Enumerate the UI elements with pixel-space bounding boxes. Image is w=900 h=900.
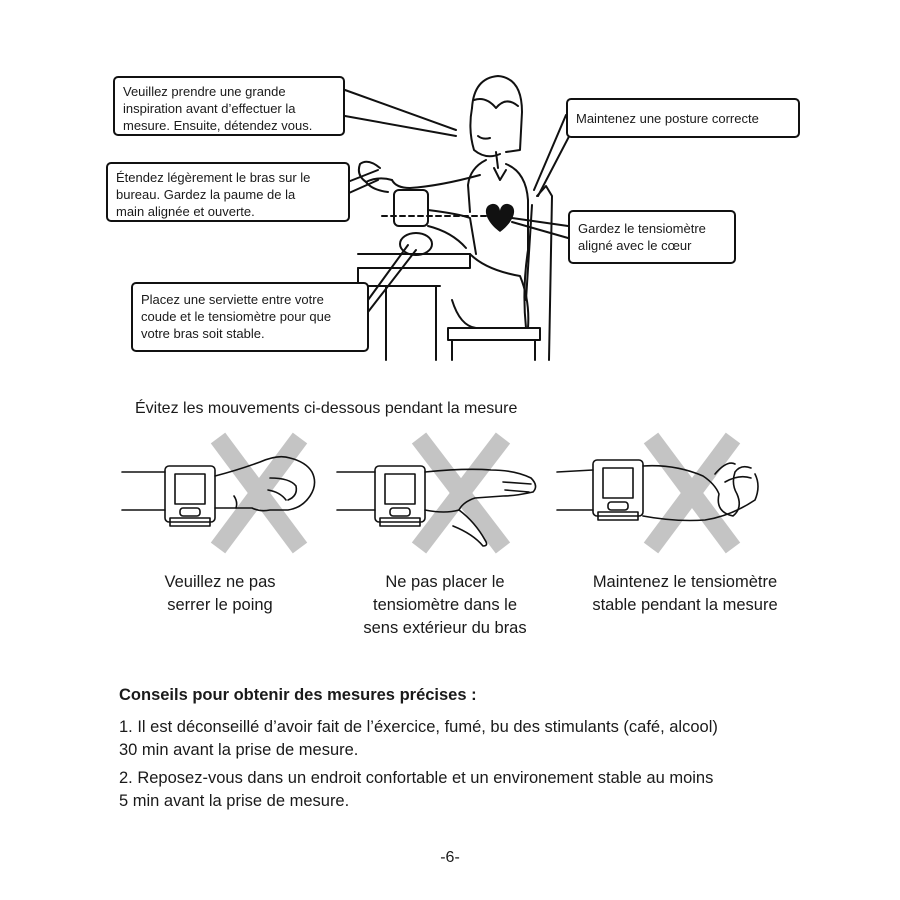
tip-1-line-2: 30 min avant la prise de mesure. bbox=[119, 741, 359, 759]
arm-line-2: bureau. Gardez la paume de la bbox=[116, 187, 296, 202]
avoid-caption-3-line-1: Maintenez le tensiomètre bbox=[592, 573, 778, 591]
avoid-caption-1 bbox=[140, 571, 300, 617]
towel-callout bbox=[131, 282, 369, 352]
towel-line-3: votre bras soit stable. bbox=[141, 326, 265, 341]
avoid-caption-3-line-2: stable pendant la mesure bbox=[592, 596, 778, 614]
avoid-caption-1-line-1: Veuillez ne pas bbox=[164, 573, 276, 591]
breathe-line-1: Veuillez prendre une grande bbox=[123, 84, 286, 99]
tip-item-1 bbox=[119, 716, 718, 762]
towel-line-2: coude et le tensiomètre pour que bbox=[141, 309, 332, 324]
moving-wrist-icon bbox=[555, 430, 770, 555]
heart-icon bbox=[486, 204, 514, 232]
tip-1-line-1: 1. Il est déconseillé d’avoir fait de l’éxercice, fumé, bu des stimulants (café, alcool) bbox=[119, 718, 718, 736]
tip-item-2 bbox=[119, 767, 713, 813]
avoid-heading: Évitez les mouvements ci-dessous pendant la mesure bbox=[135, 400, 518, 417]
avoid-caption-1-line-2: serrer le poing bbox=[167, 596, 273, 614]
avoid-caption-2-line-2: tensiomètre dans le bbox=[373, 596, 517, 614]
avoid-caption-3 bbox=[565, 571, 805, 617]
breathe-line-2: inspiration avant d’effectuer la bbox=[123, 101, 296, 116]
tip-2-line-1: 2. Reposez-vous dans un endroit confortable et un environement stable au moins bbox=[119, 769, 714, 787]
arm-callout bbox=[106, 162, 350, 222]
tips-title: Conseils pour obtenir des mesures précises : bbox=[119, 686, 477, 704]
avoid-caption-2-line-3: sens extérieur du bras bbox=[363, 619, 527, 637]
arm-line-1: Étendez légèrement le bras sur le bbox=[116, 170, 311, 185]
avoid-caption-2-line-1: Ne pas placer le bbox=[385, 573, 505, 591]
avoid-caption-2 bbox=[345, 571, 545, 640]
breathe-line-3: mesure. Ensuite, détendez vous. bbox=[123, 118, 313, 133]
posture-line-1: Maintenez une posture correcte bbox=[576, 111, 759, 126]
posture-callout bbox=[566, 98, 800, 138]
heart-align-callout bbox=[568, 210, 736, 264]
breathe-callout bbox=[113, 76, 345, 136]
heart-align-line-1: Gardez le tensiomètre bbox=[578, 221, 706, 236]
tip-2-line-2: 5 min avant la prise de mesure. bbox=[119, 792, 350, 810]
outer-wrist-icon bbox=[335, 430, 545, 555]
page-number: -6- bbox=[440, 849, 460, 866]
heart-align-line-2: aligné avec le cœur bbox=[578, 238, 692, 253]
clenched-fist-icon bbox=[120, 430, 330, 555]
arm-line-3: main alignée et ouverte. bbox=[116, 204, 255, 219]
towel-line-1: Placez une serviette entre votre bbox=[141, 292, 324, 307]
